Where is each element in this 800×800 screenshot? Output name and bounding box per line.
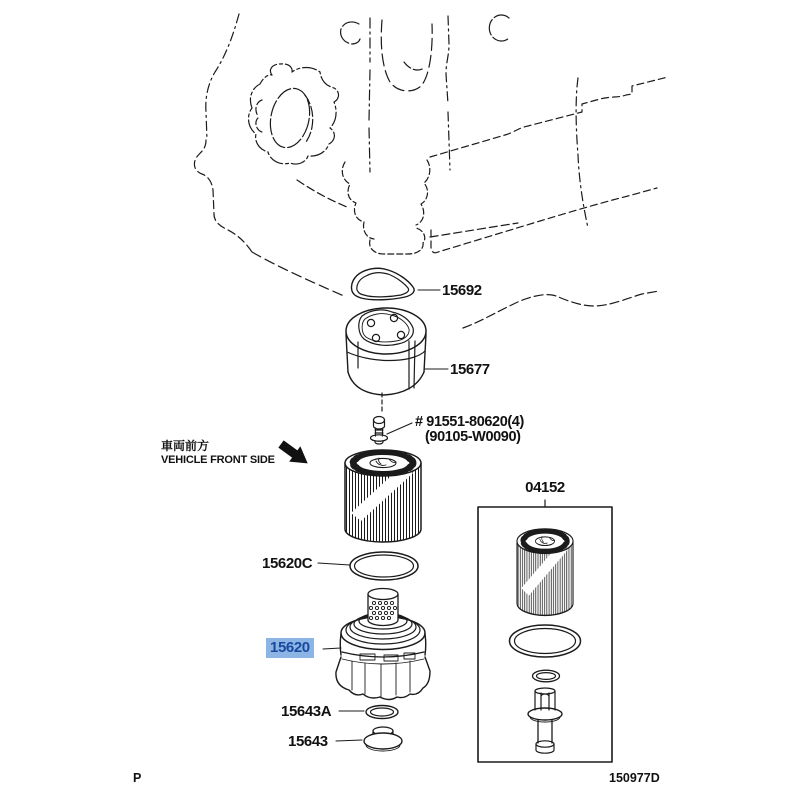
gasket-15692-drawing	[351, 268, 414, 300]
part-label-15620-selected[interactable]: 15620	[266, 638, 314, 658]
cap-15620-drawing	[336, 589, 430, 700]
part-label-15620c[interactable]: 15620C	[262, 555, 313, 572]
footer-page-letter: P	[133, 771, 142, 785]
kit-filter-drawing	[517, 529, 573, 615]
part-label-bolt-line2: (90105-W0090)	[425, 429, 521, 445]
kit-relief-valve-drawing	[528, 688, 562, 753]
vehicle-front-label-en: VEHICLE FRONT SIDE	[161, 454, 275, 466]
filter-element-drawing	[345, 450, 421, 542]
part-label-15643a[interactable]: 15643A	[281, 703, 332, 720]
part-label-bolt[interactable]	[415, 415, 524, 445]
kit-oring-large-drawing	[510, 625, 581, 657]
part-label-15643[interactable]: 15643	[288, 733, 328, 750]
vehicle-front-arrow-icon	[275, 436, 313, 471]
footer-drawing-number: 150977D	[609, 771, 660, 785]
bracket-15677-drawing	[346, 308, 426, 414]
oring-15643a-drawing	[366, 706, 398, 719]
part-label-15677[interactable]: 15677	[450, 361, 490, 378]
kit-box-drawing	[478, 500, 612, 762]
part-label-15692[interactable]: 15692	[442, 282, 482, 299]
oring-15620c-drawing	[350, 552, 418, 580]
vehicle-front-label-jp: 車両前方	[161, 439, 210, 453]
kit-oring-small-drawing	[533, 670, 560, 682]
bolt-drawing	[371, 417, 388, 445]
part-label-bolt-line1: # 91551-80620(4)	[415, 414, 524, 430]
part-label-04152[interactable]: 04152	[525, 479, 565, 496]
engine-block-drawing	[194, 14, 668, 328]
plug-15643-drawing	[364, 727, 402, 751]
